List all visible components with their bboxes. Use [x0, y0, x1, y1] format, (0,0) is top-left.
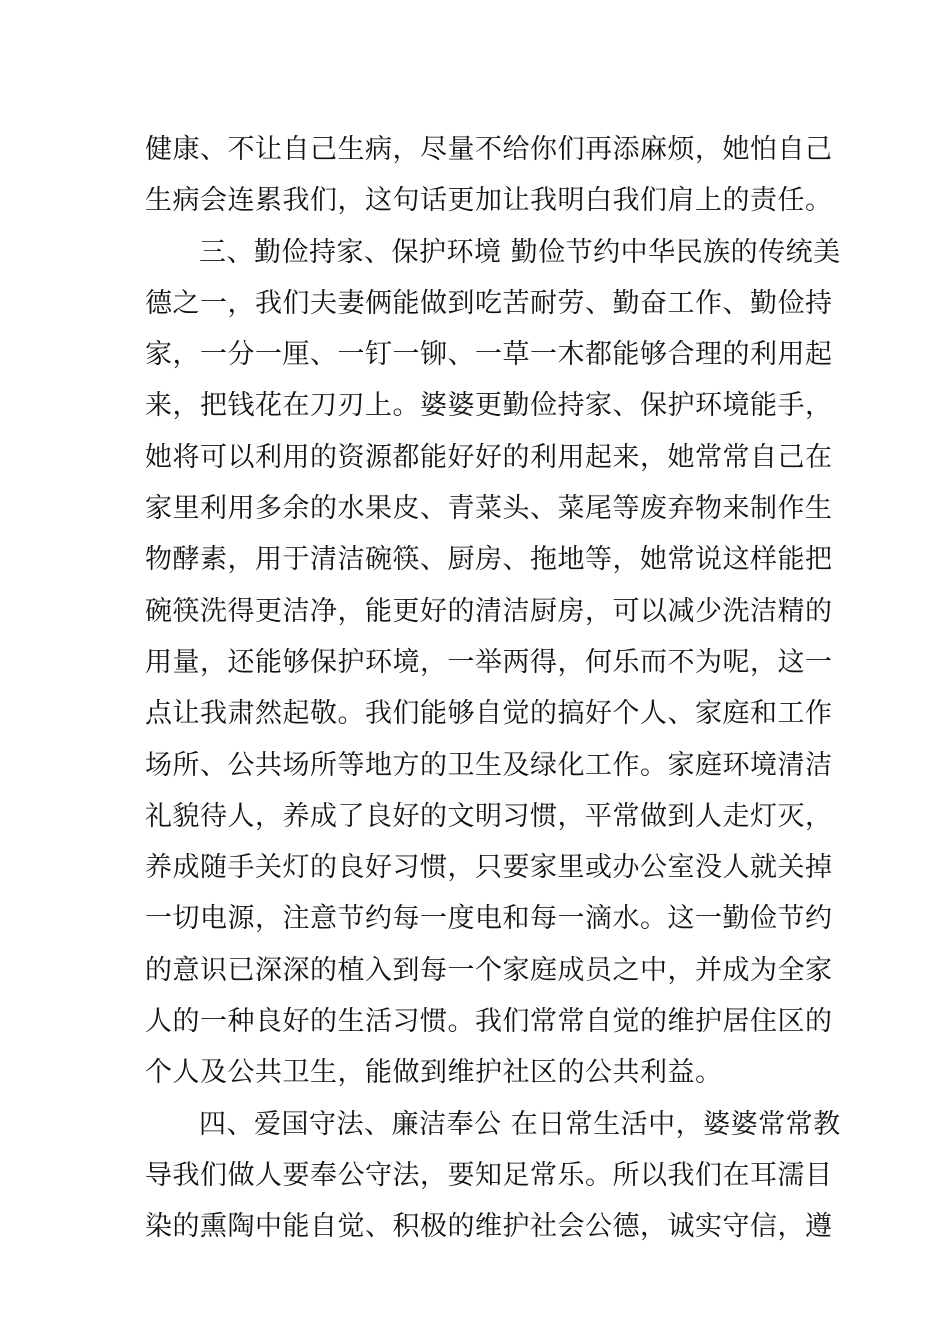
text-line: 礼貌待人，养成了良好的文明习惯，平常做到人走灯灭，	[145, 800, 833, 832]
text-line: 个人及公共卫生，能做到维护社区的公共利益。	[145, 1057, 723, 1089]
text-line: 德之一，我们夫妻俩能做到吃苦耐劳、勤奋工作、勤俭持	[145, 287, 833, 319]
text-line: 人的一种良好的生活习惯。我们常常自觉的维护居住区的	[145, 1006, 833, 1038]
text-line: 物酵素，用于清洁碗筷、厨房、拖地等，她常说这样能把	[145, 544, 833, 576]
text-line: 碗筷洗得更洁净，能更好的清洁厨房，可以减少洗洁精的	[145, 595, 833, 627]
text-line: 染的熏陶中能自觉、积极的维护社会公德，诚实守信，遵	[145, 1211, 833, 1243]
text-line: 她将可以利用的资源都能好好的利用起来，她常常自己在	[145, 441, 833, 473]
text-line: 三、勤俭持家、保护环境 勤俭节约中华民族的传统美	[199, 236, 841, 268]
text-line: 家里利用多余的水果皮、青菜头、菜尾等废弃物来制作生	[145, 493, 833, 525]
text-line: 养成随手关灯的良好习惯，只要家里或办公室没人就关掉	[145, 852, 833, 884]
text-line: 一切电源，注意节约每一度电和每一滴水。这一勤俭节约	[145, 903, 833, 935]
text-line: 导我们做人要奉公守法，要知足常乐。所以我们在耳濡目	[145, 1159, 833, 1191]
text-line: 来，把钱花在刀刃上。婆婆更勤俭持家、保护环境能手，	[145, 390, 833, 422]
text-line: 场所、公共场所等地方的卫生及绿化工作。家庭环境清洁	[145, 749, 833, 781]
text-line: 点让我肃然起敬。我们能够自觉的搞好个人、家庭和工作	[145, 698, 833, 730]
body-text	[145, 124, 841, 1253]
text-line: 用量，还能够保护环境，一举两得，何乐而不为呢，这一	[145, 646, 833, 678]
text-line: 健康、不让自己生病，尽量不给你们再添麻烦，她怕自己	[145, 134, 833, 165]
text-line: 的意识已深深的植入到每一个家庭成员之中，并成为全家	[145, 954, 833, 986]
text-line: 家，一分一厘、一钉一铆、一草一木都能够合理的利用起	[145, 339, 833, 371]
text-line: 生病会连累我们，这句话更加让我明白我们肩上的责任。	[145, 185, 833, 217]
text-line: 四、爱国守法、廉洁奉公 在日常生活中，婆婆常常教	[199, 1108, 841, 1140]
